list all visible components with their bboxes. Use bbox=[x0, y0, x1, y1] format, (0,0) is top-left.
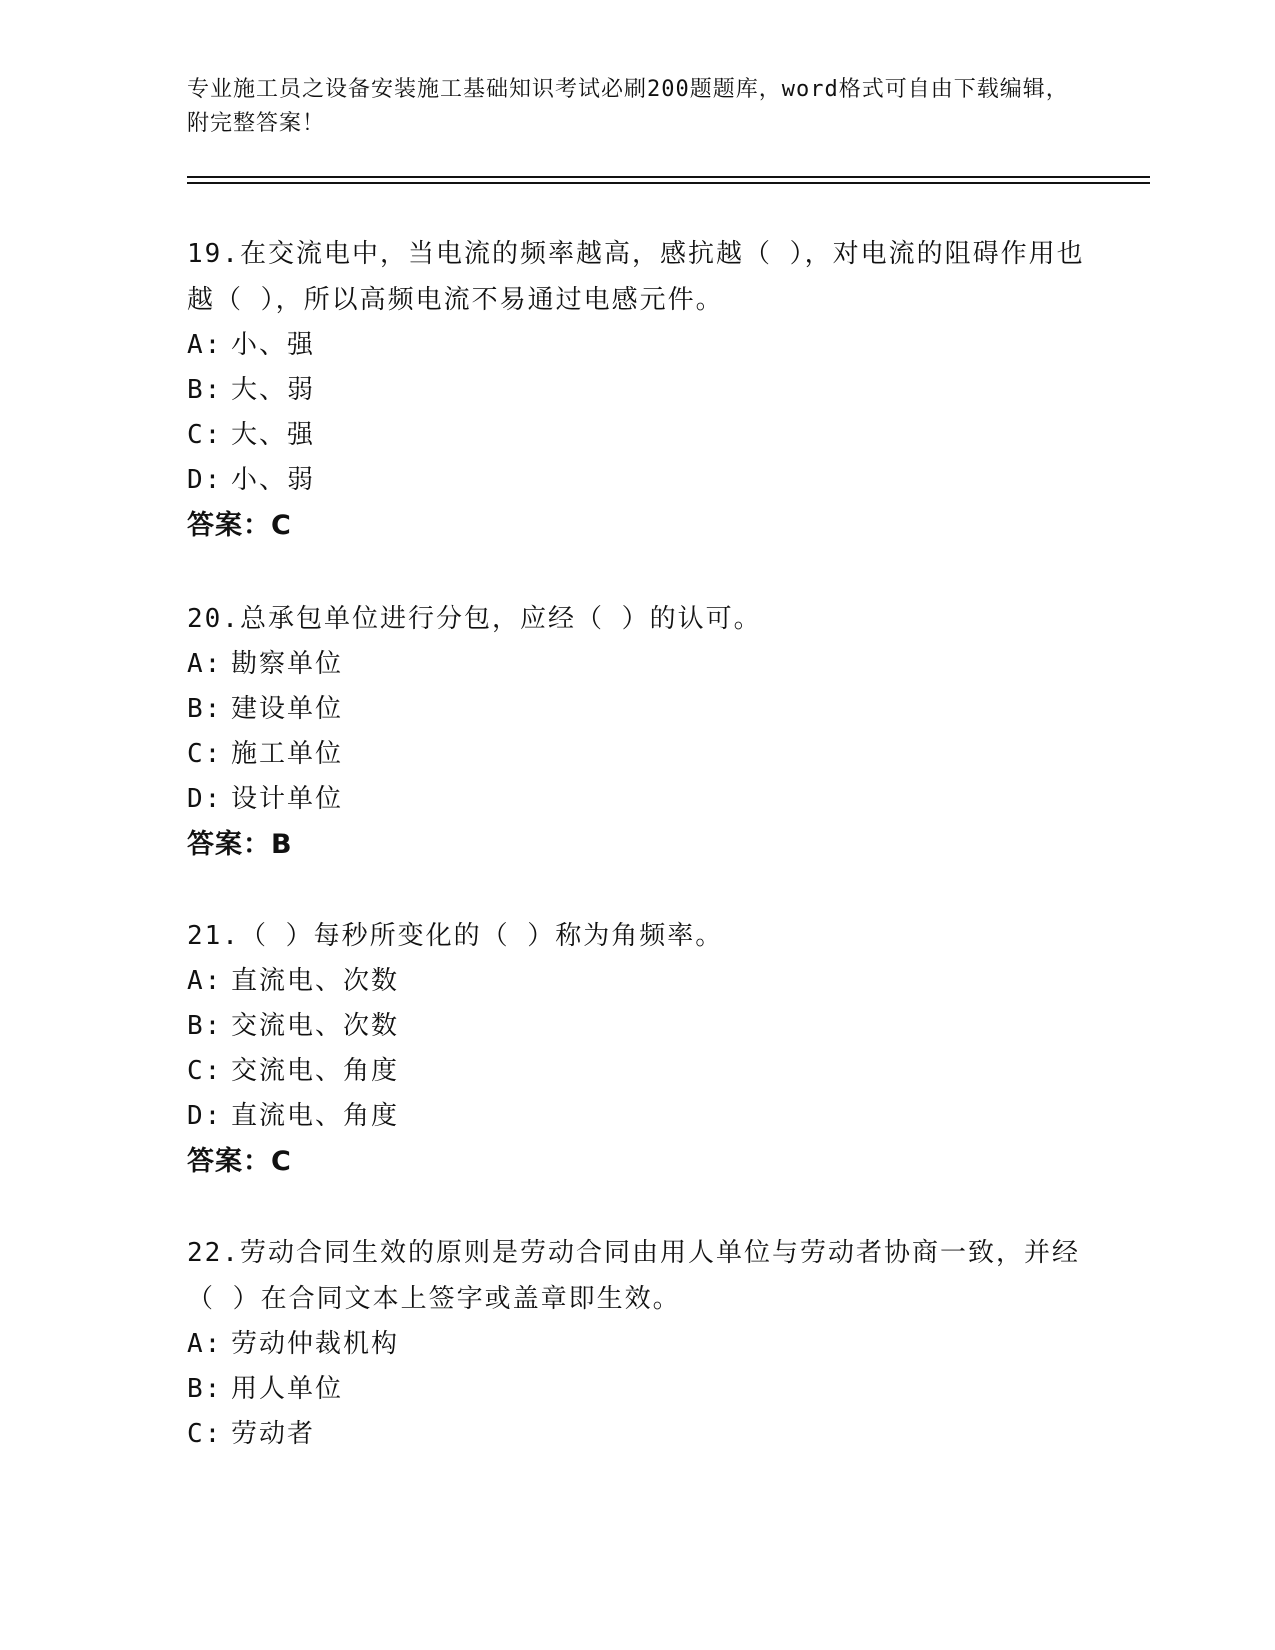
option-d bbox=[187, 458, 1087, 503]
option-a bbox=[187, 1322, 1087, 1367]
option-text: 小、弱 bbox=[231, 465, 316, 495]
option-letter: A: bbox=[187, 330, 223, 360]
option-text: 勘察单位 bbox=[231, 649, 344, 679]
option-d bbox=[187, 1094, 1087, 1139]
option-a bbox=[187, 959, 1087, 1004]
option-text: 劳动仲裁机构 bbox=[231, 1329, 400, 1359]
option-letter: D: bbox=[187, 1101, 223, 1131]
question-19 bbox=[187, 231, 1087, 549]
option-a bbox=[187, 642, 1087, 687]
answer-line: 答案：B bbox=[187, 829, 293, 860]
option-text: 设计单位 bbox=[231, 784, 344, 814]
question-20 bbox=[187, 596, 1087, 868]
option-text: 交流电、角度 bbox=[231, 1056, 400, 1086]
option-letter: B: bbox=[187, 1374, 223, 1404]
option-letter: D: bbox=[187, 784, 223, 814]
option-letter: C: bbox=[187, 1419, 223, 1449]
option-c bbox=[187, 1412, 1087, 1457]
option-letter: B: bbox=[187, 375, 223, 405]
question-stem: 22.劳动合同生效的原则是劳动合同由用人单位与劳动者协商一致，并经（ ）在合同文本上签字或盖章即生效。 bbox=[187, 1238, 1080, 1314]
option-c bbox=[187, 413, 1087, 458]
header-divider-bottom bbox=[187, 182, 1150, 184]
option-text: 直流电、角度 bbox=[231, 1101, 400, 1131]
option-letter: A: bbox=[187, 966, 223, 996]
option-letter: C: bbox=[187, 420, 223, 450]
option-c bbox=[187, 732, 1087, 777]
option-text: 施工单位 bbox=[231, 739, 344, 769]
option-text: 小、强 bbox=[231, 330, 316, 360]
option-a bbox=[187, 323, 1087, 368]
option-letter: D: bbox=[187, 465, 223, 495]
option-letter: B: bbox=[187, 694, 223, 724]
option-letter: C: bbox=[187, 739, 223, 769]
option-text: 大、强 bbox=[231, 420, 316, 450]
option-b bbox=[187, 687, 1087, 732]
option-b bbox=[187, 1367, 1087, 1412]
question-stem: 21.（ ）每秒所变化的（ ）称为角频率。 bbox=[187, 921, 724, 951]
question-stem: 19.在交流电中，当电流的频率越高，感抗越（ ），对电流的阻碍作用也越（ ），所以高频电流不易通过电感元件。 bbox=[187, 239, 1085, 315]
question-21 bbox=[187, 913, 1087, 1185]
option-c bbox=[187, 1049, 1087, 1094]
question-22 bbox=[187, 1230, 1087, 1457]
option-text: 直流电、次数 bbox=[231, 966, 400, 996]
document-header-title: 专业施工员之设备安装施工基础知识考试必刷200题题库，word格式可自由下载编辑，附完整答案！ bbox=[187, 77, 1069, 136]
answer-line: 答案：C bbox=[187, 510, 292, 541]
option-text: 交流电、次数 bbox=[231, 1011, 400, 1041]
option-d bbox=[187, 777, 1087, 822]
answer-line: 答案：C bbox=[187, 1146, 292, 1177]
option-text: 用人单位 bbox=[231, 1374, 344, 1404]
option-letter: A: bbox=[187, 1329, 223, 1359]
option-text: 建设单位 bbox=[231, 694, 344, 724]
option-text: 劳动者 bbox=[231, 1419, 316, 1449]
option-letter: A: bbox=[187, 649, 223, 679]
question-stem: 20.总承包单位进行分包，应经（ ）的认可。 bbox=[187, 604, 762, 634]
option-text: 大、弱 bbox=[231, 375, 316, 405]
option-letter: C: bbox=[187, 1056, 223, 1086]
option-b bbox=[187, 368, 1087, 413]
option-letter: B: bbox=[187, 1011, 223, 1041]
option-b bbox=[187, 1004, 1087, 1049]
header-divider-top bbox=[187, 176, 1150, 178]
